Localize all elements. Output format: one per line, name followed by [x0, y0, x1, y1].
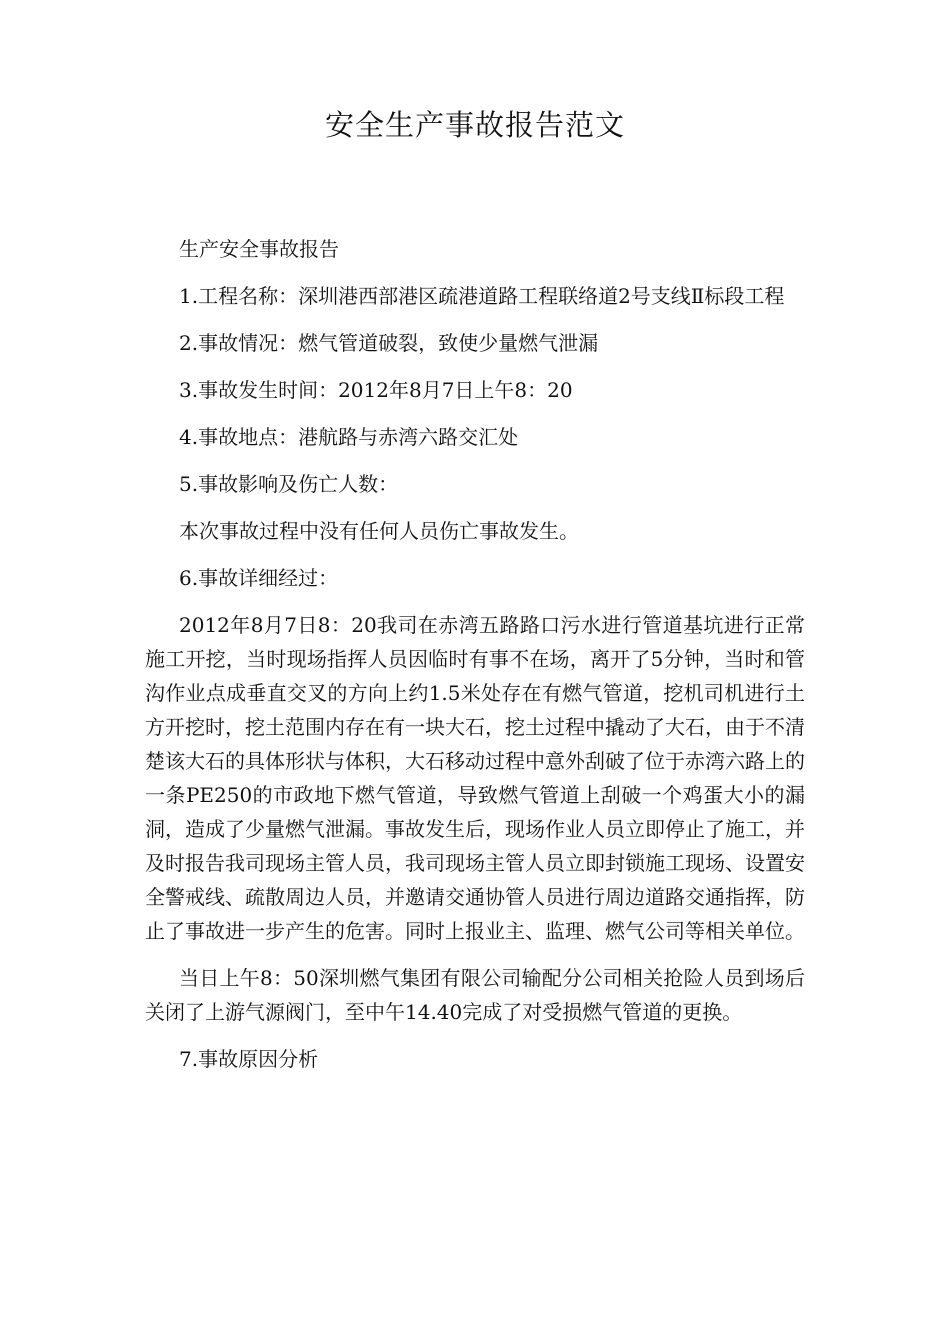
report-heading: 生产安全事故报告	[179, 237, 339, 261]
item-impact-label: 5.事故影响及伤亡人数：	[179, 472, 399, 496]
item-accident-situation: 2.事故情况：燃气管道破裂，致使少量燃气泄漏	[179, 331, 599, 355]
document-title: 安全生产事故报告范文	[324, 108, 625, 142]
detail-paragraph-1: 2012年8月7日8：20我司在赤湾五路路口污水进行管道基坑进行正常施工开挖，当时现场指挥人员因临时有事不在场，离开了5分钟，当时和管沟作业点成垂直交叉的方向上约1.5米处存在有燃气管道，挖机司机进行土方开挖时，挖土范围内存在有一块大石，挖土过程中撬动了大石，由于不清楚该大石的具体形状与体积，大石移动过程中意外刮破了位于赤湾六路上的一条PE250的市政地下燃气管道，导致燃气管道上刮破一个鸡蛋大小的漏洞，造成了少量燃气泄漏。事故发生后，现场作业人员立即停止了施工，并及时报告我司现场主管人员，我司现场主管人员立即封锁施工现场、设置安全警戒线、疏散周边人员，并邀请交通协管人员进行周边道路交通指挥，防止了事故进一步产生的危害。同时上报业主、监理、燃气公司等相关单位。	[145, 613, 805, 943]
document-body	[145, 232, 805, 1089]
item-impact-text: 本次事故过程中没有任何人员伤亡事故发生。	[179, 519, 579, 543]
item-accident-location: 4.事故地点：港航路与赤湾六路交汇处	[179, 425, 519, 449]
item-detail-label: 6.事故详细经过：	[179, 566, 339, 590]
item-accident-time: 3.事故发生时间：2012年8月7日上午8：20	[179, 378, 573, 402]
detail-paragraph-2: 当日上午8：50深圳燃气集团有限公司输配分公司相关抢险人员到场后关闭了上游气源阀门，至中午14.40完成了对受损燃气管道的更换。	[145, 966, 805, 1024]
item-project-name: 1.工程名称：深圳港西部港区疏港道路工程联络道2号支线Ⅱ标段工程	[179, 284, 785, 308]
item-cause-label: 7.事故原因分析	[179, 1047, 319, 1071]
